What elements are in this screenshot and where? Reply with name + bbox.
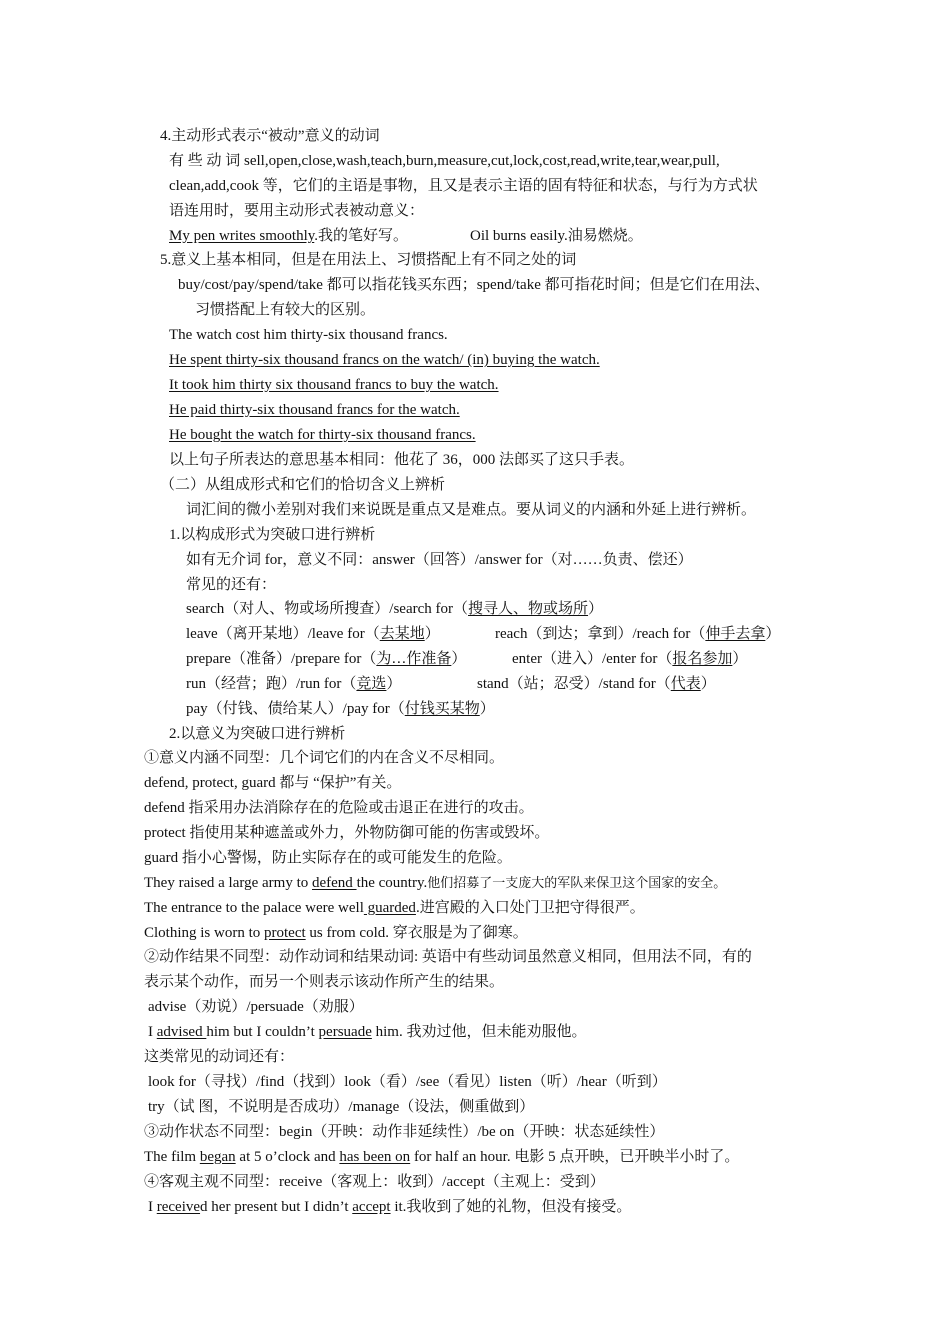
pair-text: stand（站；忍受）/stand for（ — [477, 676, 671, 692]
pair-text: reach（到达；拿到）/reach for（ — [495, 626, 706, 642]
example-text: the country. — [356, 875, 428, 891]
s4-example-2: Oil burns easily.油易燃烧。 — [470, 228, 643, 244]
example-text: .进宫殿的入口处门卫把守得很严。 — [415, 900, 645, 916]
example-text: at 5 o’clock and — [235, 1149, 340, 1165]
example-text: him. 我劝过他，但未能劝服他。 — [371, 1024, 587, 1040]
pair-text: ） — [451, 651, 467, 667]
pair-text: run（经营；跑）/run for（ — [186, 676, 357, 692]
pair-text: ） — [424, 626, 440, 642]
s5-sentence: It took him thirty six thousand francs to buy the watch. — [169, 377, 499, 393]
s5-sentence: The watch cost him thirty-six thousand francs. — [169, 327, 448, 343]
s5-paragraph-line-2: 习惯搭配上有较大的区别。 — [195, 302, 376, 318]
pair-text: ） — [732, 651, 748, 667]
s5-sentence: He bought the watch for thirty-six thousand francs. — [169, 427, 476, 443]
type-2-line: 这类常见的动词还有： — [144, 1049, 295, 1065]
sub-1-line-2: 常见的还有： — [186, 577, 277, 593]
example-defend — [144, 873, 726, 893]
type-3-heading: ③动作状态不同型：begin（开映：动作非延续性）/be on（开映：状态延续性） — [144, 1124, 665, 1140]
pair-text: ） — [700, 676, 716, 692]
pair-underlined: 竞选 — [356, 676, 387, 692]
example-text: The film — [144, 1149, 200, 1165]
type-1-line: defend, protect, guard 都与 “保护”有关。 — [144, 775, 402, 791]
example-text: I — [148, 1024, 157, 1040]
example-translation: 他们招募了一支庞大的军队来保卫这个国家的安全。 — [427, 875, 727, 890]
example-underlined: defend — [312, 875, 357, 891]
pair-underlined: 为…作准备 — [376, 651, 452, 667]
example-text: d her present but I didn’t — [200, 1199, 353, 1215]
example-advise — [148, 1022, 586, 1042]
pair-text: leave（离开某地）/leave for（ — [186, 626, 380, 642]
section-4-heading: 4.主动形式表示“被动”意义的动词 — [160, 128, 380, 144]
pair-text: ） — [765, 626, 781, 642]
type-2-line: look for（寻找）/find（找到）look（看）/see（看见）listen（听）/hear（听到） — [148, 1074, 667, 1090]
example-text: They raised a large army to — [144, 875, 312, 891]
pair-stand — [477, 674, 716, 694]
s4-paragraph-line-1: 有 些 动 词 sell,open,close,wash,teach,burn,measure,cut,lock,cost,read,write,tear,wear,pull, — [169, 153, 720, 169]
example-underlined: protect — [264, 925, 306, 941]
s4-example-1-chinese: .我的笔好写。 — [314, 228, 409, 244]
pair-prepare — [186, 649, 466, 669]
example-text: Clothing is worn to — [144, 925, 265, 941]
pair-text: pay（付钱、债给某人）/pay for（ — [186, 701, 405, 717]
pair-reach — [495, 624, 780, 644]
example-underlined: guarded — [363, 900, 416, 916]
type-2-line: advise（劝说）/persuade（劝服） — [148, 999, 364, 1015]
type-1-line: defend 指采用办法消除存在的危险或击退正在进行的攻击。 — [144, 800, 534, 816]
type-2-line: try（试 图，不说明是否成功）/manage（设法，侧重做到） — [148, 1099, 535, 1115]
type-4-heading: ④客观主观不同型：receive（客观上：收到）/accept（主观上：受到） — [144, 1174, 605, 1190]
pair-text: ） — [386, 676, 402, 692]
pair-underlined: 报名参加 — [672, 651, 733, 667]
pair-enter — [512, 649, 747, 669]
type-2-heading: ②动作结果不同型：动作动词和结果动词: 英语中有些动词虽然意义相同，但用法不同，有的 — [144, 949, 752, 965]
pair-text: search（对人、物或场所搜查）/search for（ — [186, 601, 469, 617]
pair-search — [186, 599, 603, 619]
pair-underlined: 去某地 — [379, 626, 425, 642]
pair-underlined: 代表 — [670, 676, 701, 692]
type-2-line: 表示某个动作，而另一个则表示该动作所产生的结果。 — [144, 974, 505, 990]
example-underlined: began — [199, 1149, 236, 1165]
s4-paragraph-line-3: 语连用时，要用主动形式表被动意义： — [169, 203, 425, 219]
s5-summary: 以上句子所表达的意思基本相同：他花了 36，000 法郎买了这只手表。 — [169, 452, 635, 468]
s5-paragraph-line-1: buy/cost/pay/spend/take 都可以指花钱买东西；spend/take 都可指花时间；但是它们在用法、 — [178, 277, 770, 293]
example-underlined: accept — [352, 1199, 391, 1215]
pair-underlined: 搜寻人、物或场所 — [468, 601, 589, 617]
example-text: for half an hour. 电影 5 点开映，已开映半小时了。 — [410, 1149, 740, 1165]
type-1-line: protect 指使用某种遮盖或外力，外物防御可能的伤害或毁坏。 — [144, 825, 550, 841]
part-2-intro: 词汇间的微小差别对我们来说既是重点又是难点。要从词义的内涵和外延上进行辨析。 — [186, 502, 757, 518]
pair-leave — [186, 624, 440, 644]
section-5-heading: 5.意义上基本相同，但是在用法上、习惯搭配上有不同之处的词 — [160, 252, 577, 268]
sub-1-line-1: 如有无介词 for，意义不同：answer（回答）/answer for（对……负责、偿还） — [186, 552, 693, 568]
type-1-line: guard 指小心警惕，防止实际存在的或可能发生的危险。 — [144, 850, 512, 866]
example-underlined: receive — [156, 1199, 201, 1215]
example-underlined: advised — [156, 1024, 207, 1040]
sub-2-heading: 2.以意义为突破口进行辨析 — [169, 726, 346, 742]
example-underlined: has been on — [339, 1149, 411, 1165]
example-text: The entrance to the palace were well — [144, 900, 364, 916]
s4-paragraph-line-2: clean,add,cook 等，它们的主语是事物，且又是表示主语的固有特征和状态，与行为方式状 — [169, 178, 758, 194]
pair-underlined: 付钱买某物 — [404, 701, 480, 717]
example-text: it.我收到了她的礼物，但没有接受。 — [390, 1199, 632, 1215]
s4-example-1 — [169, 226, 408, 246]
example-film — [144, 1147, 739, 1167]
example-text: him but I couldn’t — [206, 1024, 319, 1040]
example-underlined: persuade — [318, 1024, 372, 1040]
pair-underlined: 伸手去拿 — [705, 626, 766, 642]
example-text: us from cold. 穿衣服是为了御寒。 — [305, 925, 528, 941]
pair-text: enter（进入）/enter for（ — [512, 651, 673, 667]
pair-pay — [186, 699, 495, 719]
sub-1-heading: 1.以构成形式为突破口进行辨析 — [169, 527, 376, 543]
pair-text: ） — [588, 601, 604, 617]
s5-sentence: He spent thirty-six thousand francs on the watch/ (in) buying the watch. — [169, 352, 600, 368]
example-text: I — [148, 1199, 157, 1215]
type-1-heading: ①意义内涵不同型：几个词它们的内在含义不尽相同。 — [144, 750, 505, 766]
example-protect — [144, 923, 528, 943]
example-guard — [144, 898, 645, 918]
part-2-heading: （二）从组成形式和它们的恰切含义上辨析 — [160, 477, 446, 493]
pair-text: prepare（准备）/prepare for（ — [186, 651, 377, 667]
s4-example-1-english: My pen writes smoothly — [169, 228, 315, 244]
pair-run — [186, 674, 401, 694]
pair-text: ） — [479, 701, 495, 717]
example-receive — [148, 1197, 631, 1217]
s5-sentence: He paid thirty-six thousand francs for the watch. — [169, 402, 460, 418]
